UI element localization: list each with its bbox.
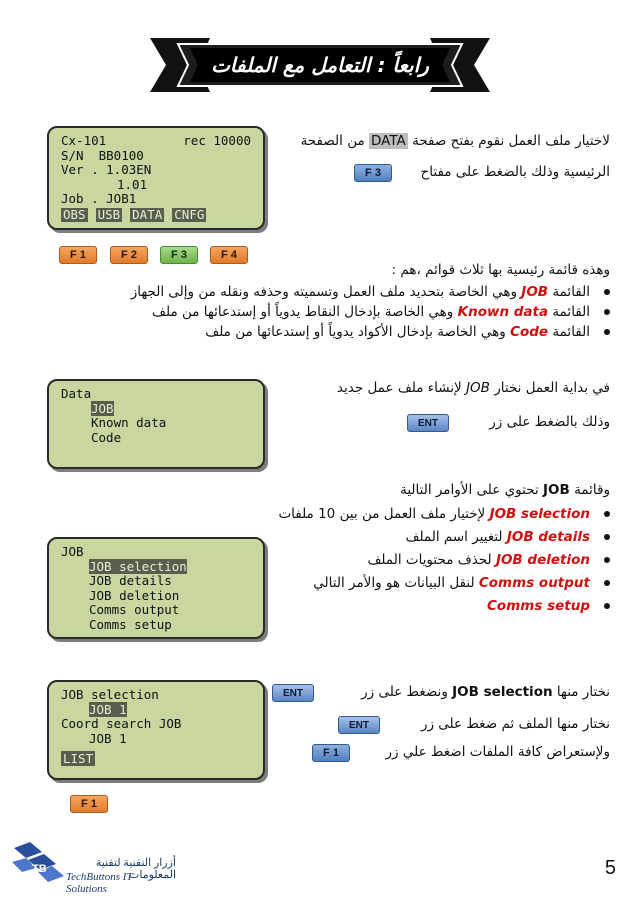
screen-option-label: JOB xyxy=(91,400,114,416)
list-item xyxy=(230,549,610,572)
screen-list-row xyxy=(61,752,251,767)
menus-list xyxy=(30,282,610,342)
bullet-dot xyxy=(604,603,610,609)
ent-button[interactable]: ENT xyxy=(272,684,314,702)
job-item-name: JOB deletion xyxy=(495,552,590,568)
device-screen-job-selection xyxy=(47,680,265,780)
f2-key[interactable]: F 2 xyxy=(110,246,148,264)
f1-key[interactable]: F 1 xyxy=(59,246,97,264)
bullet-dot xyxy=(604,534,610,540)
screen-list-softkey[interactable]: LIST xyxy=(63,751,94,766)
para2-line1-pre: في بداية العمل نختار xyxy=(494,380,610,396)
job-item-name: JOB selection xyxy=(489,506,590,522)
serial-label: S/N BB0100 xyxy=(61,147,144,163)
ent-button[interactable]: ENT xyxy=(338,716,380,734)
para2-line1 xyxy=(337,380,610,396)
job-item-desc: لحذف محتويات الملف xyxy=(367,552,492,568)
job-item-desc: لتغيير اسم الملف xyxy=(405,529,503,545)
logo-english-name: TechButtons IT Solutions xyxy=(66,871,133,895)
list-item xyxy=(230,503,610,526)
screen-title: Data xyxy=(61,386,92,401)
bullet-dot xyxy=(604,557,610,563)
list-item xyxy=(230,595,610,618)
version2-label: 1.01 xyxy=(117,176,148,192)
job-intro-pre: وقائمة xyxy=(574,482,610,498)
section-banner xyxy=(150,30,490,100)
para1-line1-post: من الصفحة xyxy=(300,133,365,149)
page-number: 5 xyxy=(604,857,616,879)
menu-item-name: Known data xyxy=(457,304,549,320)
ent-button[interactable]: ENT xyxy=(407,414,449,432)
f1-blue-key[interactable]: F 1 xyxy=(312,744,350,762)
device-screen-main xyxy=(47,126,265,230)
para2-line2: وذلك بالضغط على زر xyxy=(489,414,610,430)
job-item-name: Comms output xyxy=(478,575,590,591)
screen-title: JOB selection xyxy=(61,687,159,702)
screen-coord-search: Coord search JOB xyxy=(61,716,182,731)
version-label: Ver . 1.03EN xyxy=(61,162,152,177)
screen-field-job[interactable] xyxy=(61,703,251,718)
screen-option-comms-setup[interactable]: Comms setup xyxy=(89,616,172,632)
job-item-desc: لإختيار ملف العمل من بين 10 ملفات xyxy=(278,506,486,522)
f3-key[interactable]: F 3 xyxy=(160,246,198,264)
para1-data-keyword: DATA xyxy=(371,133,406,149)
list-item xyxy=(230,572,610,595)
model-label: Cx-101 xyxy=(61,133,107,148)
para1-line1 xyxy=(301,133,610,149)
para2-line1-post: لإنشاء ملف عمل جديد xyxy=(336,380,462,396)
screen-option-comms-output[interactable]: Comms output xyxy=(89,602,180,617)
job-item-name: JOB details xyxy=(506,529,590,545)
list-item xyxy=(30,322,610,342)
menu-item-desc: وهي الخاصة بإدخال النقاط يدوياً أو إستدعائها من ملف xyxy=(152,304,454,320)
menu-item-desc: وهي الخاصة بإدخال الأكواد يدوياً أو إستدعائها من ملف xyxy=(205,324,506,340)
para3-line3: ولإستعراض كافة الملفات اضغط علي زر xyxy=(385,744,610,760)
menu-item-prefix: القائمة xyxy=(552,324,590,340)
logo-arabic-name: أزرار التقنية لتقنية المعلومات xyxy=(95,857,176,881)
list-item xyxy=(30,282,610,302)
job-item-name: Comms setup xyxy=(487,598,590,614)
screen-option-job-deletion[interactable]: JOB deletion xyxy=(89,587,180,603)
device-screen-job xyxy=(47,537,265,639)
job-item-desc: لنقل البيانات هو والأمر التالي xyxy=(313,575,475,591)
bullet-dot xyxy=(604,511,610,517)
f1-list-key[interactable]: F 1 xyxy=(70,795,108,813)
screen-option-code[interactable]: Code xyxy=(91,429,122,445)
menu-item-prefix: القائمة xyxy=(552,304,590,320)
bullet-dot xyxy=(604,289,610,295)
menus-intro: وهذه قائمة رئيسية بها ثلاث قوائم ،هم : xyxy=(391,262,610,278)
screen-option-job-selection[interactable] xyxy=(61,560,251,575)
screen-option-job[interactable] xyxy=(61,402,251,417)
f4-key[interactable]: F 4 xyxy=(210,246,248,264)
rec-label: rec 10000 xyxy=(183,133,251,148)
screen-coord-job[interactable]: JOB 1 xyxy=(89,730,127,746)
screen-option-known-data[interactable]: Known data xyxy=(91,415,167,430)
logo-mark-text: TB xyxy=(32,863,47,875)
bullet-dot xyxy=(604,329,610,335)
para3-keyword: JOB selection xyxy=(452,684,553,700)
menu-item-desc: وهي الخاصة بتحديد ملف العمل وتسميته وحذفه ونقله من وإلى الجهاز xyxy=(130,284,517,300)
screen-field-value: JOB 1 xyxy=(89,701,127,717)
screen-title: JOB xyxy=(61,544,84,559)
screen-option-job-details[interactable]: JOB details xyxy=(89,573,172,588)
job-label: Job . JOB1 xyxy=(61,191,137,206)
para3-line1 xyxy=(361,684,610,700)
list-item xyxy=(230,526,610,549)
menu-cnfg[interactable]: CNFG xyxy=(174,206,205,222)
menu-item-prefix: القائمة xyxy=(552,284,590,300)
screen-option-label: JOB selection xyxy=(89,558,187,574)
screen-menu-row xyxy=(61,208,251,223)
menu-obs[interactable]: OBS xyxy=(63,206,86,222)
para3-line1-post: ونضغط على زر xyxy=(361,684,448,700)
job-intro-keyword: JOB xyxy=(543,482,570,498)
job-commands-list xyxy=(230,503,610,618)
list-item xyxy=(30,302,610,322)
device-screen-data xyxy=(47,379,265,469)
para1-line1-pre: لاختيار ملف العمل نقوم بفتح صفحة xyxy=(412,133,610,149)
menu-item-name: Code xyxy=(510,324,549,340)
para3-line1-pre: نختار منها xyxy=(556,684,610,700)
techbuttons-logo-icon xyxy=(8,838,68,888)
menu-usb[interactable]: USB xyxy=(97,206,121,222)
bullet-dot xyxy=(604,580,610,586)
para2-job-keyword: JOB xyxy=(466,380,490,396)
para3-line2: نختار منها الملف ثم ضغط على زر xyxy=(420,716,610,732)
banner-title: رابعاً : التعامل مع الملفات xyxy=(211,53,429,77)
f3-blue-key[interactable]: F 3 xyxy=(354,164,392,182)
para1-line2: الرئيسية وذلك بالضغط على مفتاح xyxy=(420,164,610,180)
screen-header-row xyxy=(61,134,251,149)
job-intro-post: تحتوي على الأوامر التالية xyxy=(400,482,539,498)
bullet-dot xyxy=(604,309,610,315)
menu-item-name: JOB xyxy=(521,284,549,300)
menu-data[interactable]: DATA xyxy=(132,206,163,222)
job-intro xyxy=(400,482,610,498)
